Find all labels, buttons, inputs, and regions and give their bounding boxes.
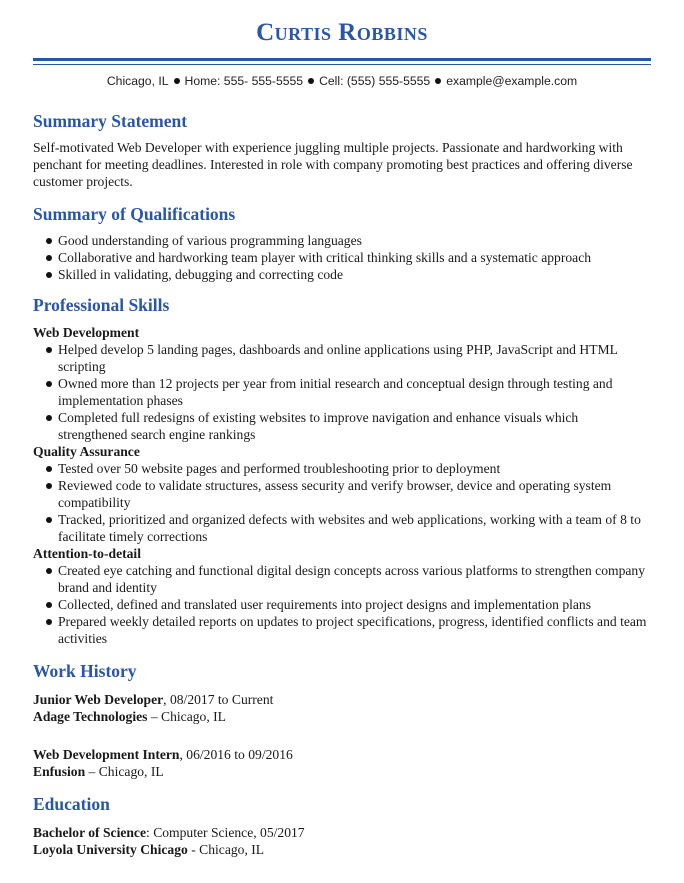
education-entry	[33, 824, 651, 858]
list-item: Collected, defined and translated user requirements into project designs and implementation plans	[33, 596, 651, 613]
header-rule-thin	[33, 64, 651, 65]
bullet-dot-icon	[46, 238, 52, 244]
degree-line	[33, 824, 651, 841]
skill-group-list	[33, 460, 651, 545]
job-role: Junior Web Developer	[33, 692, 164, 707]
skills-section	[33, 294, 651, 647]
job-location: – Chicago, IL	[147, 709, 226, 724]
degree-field: : Computer Science, 05/2017	[146, 825, 305, 840]
list-item: Owned more than 12 projects per year from initial research and conceptual design through testing and implementation phases	[33, 375, 651, 409]
bullet-dot-icon	[46, 568, 52, 574]
list-item: Prepared weekly detailed reports on updates to project specifications, progress, identified conflicts and team activities	[33, 613, 651, 647]
section-title-work-history: Work History	[33, 661, 137, 681]
job-dates: , 08/2017 to Current	[163, 692, 274, 707]
contact-cell-phone: Cell: (555) 555-5555	[319, 74, 431, 88]
job-company-line	[33, 763, 651, 780]
school-name: Loyola University Chicago	[33, 842, 188, 857]
job-company: Enfusion	[33, 764, 86, 779]
skill-group-list	[33, 562, 651, 647]
job-role: Web Development Intern	[33, 747, 180, 762]
list-item: Completed full redesigns of existing websites to improve navigation and enhance visuals which strengthened search engine rankings	[33, 409, 651, 443]
bullet-dot-icon	[174, 78, 180, 84]
contact-home-phone: Home: 555- 555-5555	[184, 74, 304, 88]
list-item: Good understanding of various programming languages	[33, 232, 651, 249]
header-rule-thick	[33, 58, 651, 61]
contact-line	[33, 73, 651, 89]
list-item: Helped develop 5 landing pages, dashboards and online applications using PHP, JavaScript and HTML scripting	[33, 341, 651, 375]
degree: Bachelor of Science	[33, 825, 147, 840]
bullet-dot-icon	[46, 381, 52, 387]
list-item: Created eye catching and functional digital design concepts across various platforms to strengthen company brand and identity	[33, 562, 651, 596]
qualifications-list	[33, 232, 651, 283]
bullet-dot-icon	[46, 517, 52, 523]
bullet-dot-icon	[46, 483, 52, 489]
skill-group-heading: Attention-to-detail	[33, 546, 141, 561]
list-item: Skilled in validating, debugging and correcting code	[33, 266, 651, 283]
section-title-qualifications: Summary of Qualifications	[33, 204, 236, 224]
job-company-line	[33, 708, 651, 725]
contact-email[interactable]: example@example.com	[446, 74, 578, 88]
bullet-dot-icon	[46, 255, 52, 261]
list-item: Reviewed code to validate structures, assess security and verify browser, device and operating system compatibility	[33, 477, 651, 511]
bullet-dot-icon	[435, 78, 441, 84]
job-location: – Chicago, IL	[85, 764, 164, 779]
section-title-summary: Summary Statement	[33, 111, 188, 131]
job-title-line	[33, 691, 651, 708]
job-entry	[33, 746, 651, 780]
bullet-dot-icon	[46, 347, 52, 353]
list-item: Collaborative and hardworking team player with critical thinking skills and a systematic approach	[33, 249, 651, 266]
summary-section	[33, 110, 651, 190]
skill-group-heading: Web Development	[33, 325, 140, 340]
section-title-education: Education	[33, 794, 110, 814]
bullet-dot-icon	[308, 78, 314, 84]
qualifications-section	[33, 203, 651, 283]
list-item: Tested over 50 website pages and performed troubleshooting prior to deployment	[33, 460, 651, 477]
job-dates: , 06/2016 to 09/2016	[179, 747, 293, 762]
contact-city: Chicago, IL	[106, 74, 169, 88]
job-company: Adage Technologies	[33, 709, 148, 724]
bullet-dot-icon	[46, 619, 52, 625]
bullet-dot-icon	[46, 272, 52, 278]
education-section	[33, 793, 651, 858]
bullet-dot-icon	[46, 415, 52, 421]
school-line	[33, 841, 651, 858]
work-history-section	[33, 660, 651, 780]
bullet-dot-icon	[46, 602, 52, 608]
skill-group-heading: Quality Assurance	[33, 444, 140, 459]
section-title-skills: Professional Skills	[33, 295, 170, 315]
skill-group-list	[33, 341, 651, 443]
summary-text: Self-motivated Web Developer with experience juggling multiple projects. Passionate and hardworking with penchant for meeting deadlines. Interested in role with company promoting best practices and offering diverse customer projects.	[33, 140, 633, 189]
bullet-dot-icon	[46, 466, 52, 472]
candidate-name: Curtis Robbins	[256, 19, 428, 46]
job-title-line	[33, 746, 651, 763]
list-item: Tracked, prioritized and organized defects with websites and web applications, working with a team of 8 to facilitate timely corrections	[33, 511, 651, 545]
job-entry	[33, 691, 651, 725]
school-location: - Chicago, IL	[187, 842, 265, 857]
